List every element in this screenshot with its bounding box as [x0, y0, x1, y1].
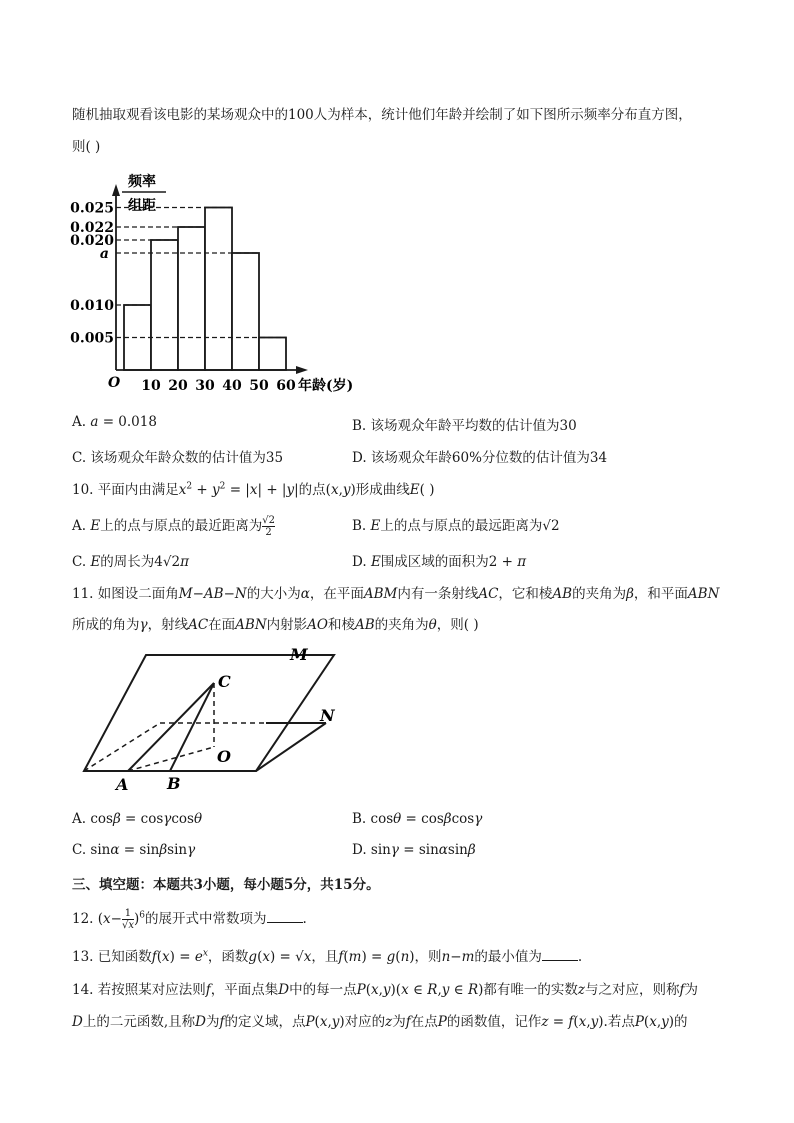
label-b: B — [167, 774, 181, 793]
x-axis-arrow — [296, 366, 308, 374]
y-tick-label: 0.010 — [70, 298, 114, 314]
x-tick-label: 30 — [195, 378, 215, 394]
ylabel-bottom: 组距 — [128, 198, 156, 214]
label-o: O — [217, 747, 231, 766]
origin-label: O — [108, 375, 121, 391]
label-m: M — [290, 645, 308, 664]
histogram-bar — [259, 338, 286, 371]
plane-n-right-edge — [256, 723, 326, 771]
segment-bc — [170, 683, 214, 771]
histogram-bar — [178, 227, 205, 370]
q9-option-d[interactable]: D. 该场观众年龄60%分位数的估计值为34 — [352, 450, 608, 466]
y-tick-label: a — [99, 246, 109, 262]
y-tick-label: 0.005 — [70, 330, 114, 347]
ray-ac — [128, 683, 214, 771]
q11-stem-line2: 所成的角为γ，射线AC在面ABN内射影AO和棱AB的夹角为θ，则( ) — [72, 617, 479, 633]
q9-option-b[interactable]: B. 该场观众年龄平均数的估计值为30 — [352, 418, 577, 434]
q11-option-a[interactable]: A. cosβ = cosγcosθ — [72, 811, 203, 827]
histogram-bar — [232, 253, 259, 370]
q11-option-b[interactable]: B. cosθ = cosβcosγ — [352, 811, 483, 827]
q9-stem-line2: 则( ) — [72, 139, 101, 155]
q10-stem: 10. 平面内由满足$x^2 + y^2 = |x| + |y|$的点(x,y)形成曲线E( ) — [72, 481, 435, 498]
q10-option-b[interactable]: B. E上的点与原点的最远距离为√2 — [352, 518, 560, 534]
y-tick-label: 0.020 — [70, 233, 114, 249]
y-tick-label: 0.022 — [70, 220, 114, 236]
q14-line1: 14. 若按照某对应法则f，平面点集D中的每一点P(x,y)(x ∈ R,y ∈ R)都有唯一的实数z与之对应，则称f为 — [72, 982, 699, 998]
x-axis-label: 年龄(岁) — [298, 378, 354, 394]
x-tick-label: 40 — [222, 378, 242, 394]
q11-stem-line1: 11. 如图设二面角M−AB−N的大小为α，在平面ABM内有一条射线AC，它和棱AB的夹角为β，和平面ABN — [72, 586, 720, 602]
x-tick-label: 60 — [276, 378, 296, 394]
x-tick-label: 10 — [141, 378, 161, 394]
q11-option-d[interactable]: D. sinγ = sinαsinβ — [352, 842, 476, 858]
q10-option-d[interactable]: D. E围成区域的面积为2 + π — [352, 554, 527, 570]
histogram-bar — [151, 240, 178, 370]
histogram-figure — [70, 172, 378, 402]
plane-m — [84, 655, 334, 771]
q14-line2: D上的二元函数,且称D为f的定义域，点P(x,y)对应的z为f在点P的函数值，记作z = f(x,y).若点P(x,y)的 — [72, 1014, 688, 1030]
y-axis-arrow — [112, 184, 120, 196]
x-tick-label: 50 — [249, 378, 269, 394]
q9-option-c[interactable]: C. 该场观众年龄众数的估计值为35 — [72, 450, 284, 466]
label-c: C — [218, 672, 231, 691]
section-3-heading: 三、填空题：本题共3小题，每小题5分，共15分。 — [72, 877, 380, 893]
q12-text: 12. (x− $\frac{1}{√x}$ )$^6$的展开式中常数项为 . — [72, 908, 307, 931]
label-n: N — [320, 706, 335, 725]
q9-stem-line1: 随机抽取观看该电影的某场观众中的100人为样本，统计他们年龄并绘制了如下图所示频率分布直方图， — [72, 107, 692, 123]
q10-option-a[interactable]: A. E上的点与原点的最近距离为 $\frac{√2}{2}$ — [72, 515, 275, 538]
x-tick-label: 20 — [168, 378, 188, 394]
plane-n-left-edge-hidden — [84, 723, 160, 771]
q9-option-a[interactable]: A. a = 0.018 — [72, 414, 157, 430]
histogram-bar — [205, 208, 232, 371]
dihedral-angle-figure — [78, 645, 368, 795]
ylabel-top: 频率 — [128, 174, 156, 190]
label-a: A — [116, 775, 129, 794]
q13-text: 13. 已知函数$f(x) = e^x$，函数g(x) = √x，且f(m) = g(n)，则n−m的最小值为 . — [72, 948, 583, 965]
y-tick-label: 0.025 — [70, 200, 114, 217]
q11-option-c[interactable]: C. sinα = sinβsinγ — [72, 842, 196, 858]
q10-option-c[interactable]: C. E的周长为4√2π — [72, 554, 189, 570]
